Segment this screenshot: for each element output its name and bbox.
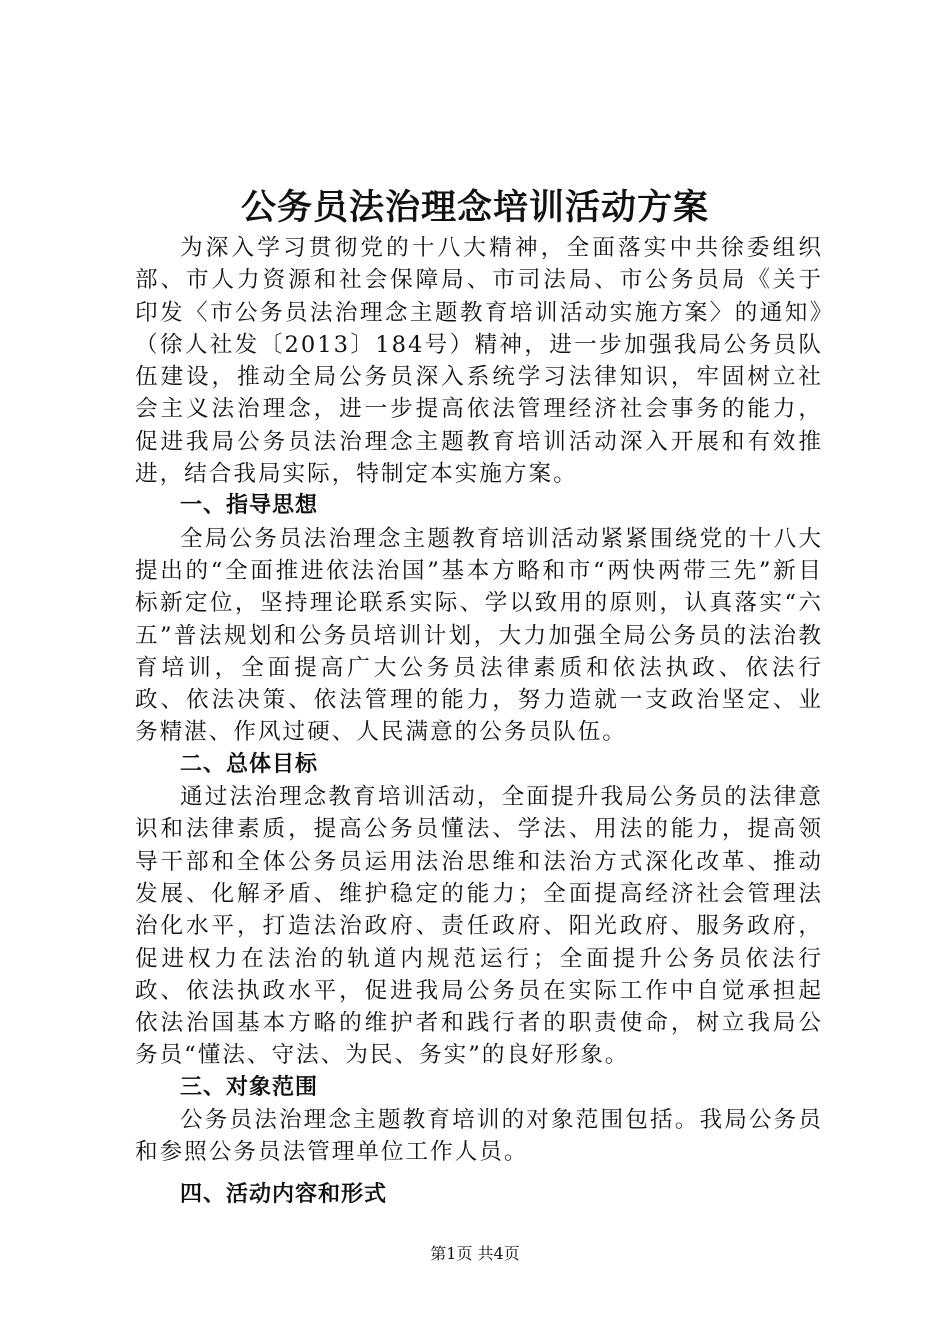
intro-paragraph: 为深入学习贯彻党的十八大精神，全面落实中共徐委组织部、市人力资源和社会保障局、市司法局、市公务员局《关于印发〈市公务员法治理念主题教育培训活动实施方案〉的通知》（徐人社发〔2013〕184号）精神，进一步加强我局公务员队伍建设，推动全局公务员深入系统学习法律知识，牢固树立社会主义法治理念，进一步提高依法管理经济社会事务的能力，促进我局公务员法治理念主题教育培训活动深入开展和有效推进，结合我局实际，特制定本实施方案。	[135, 235, 823, 488]
document-title: 公务员法治理念培训活动方案	[240, 188, 709, 228]
section-heading-guiding-ideology: 一、指导思想	[180, 493, 319, 519]
section-heading-content-and-form: 四、活动内容和形式	[180, 1181, 388, 1207]
section-paragraph-overall-goal: 通过法治理念教育培训活动，全面提升我局公务员的法律意识和法律素质，提高公务员懂法、学法、用法的能力，提高领导干部和全体公务员运用法治思维和法治方式深化改革、推动发展、化解矛盾、维护稳定的能力；全面提高经济社会管理法治化水平，打造法治政府、责任政府、阳光政府、服务政府，促进权力在法治的轨道内规范运行；全面提升公务员依法行政、依法执政水平，促进我局公务员在实际工作中自觉承担起依法治国基本方略的维护者和践行者的职责使命，树立我局公务员“懂法、守法、为民、务实”的良好形象。	[135, 784, 823, 1069]
section-heading-target-scope: 三、对象范围	[180, 1074, 319, 1100]
section-paragraph-target-scope: 公务员法治理念主题教育培训的对象范围包括。我局公务员和参照公务员法管理单位工作人员。	[135, 1107, 823, 1166]
document-body	[135, 232, 823, 1211]
section-heading-overall-goal: 二、总体目标	[180, 751, 319, 777]
section-paragraph-guiding-ideology: 全局公务员法治理念主题教育培训活动紧紧围绕党的十八大提出的“全面推进依法治国”基本方略和市“两快两带三先”新目标新定位，坚持理论联系实际、学以致用的原则，认真落实“六五”普法规划和公务员培训计划，大力加强全局公务员的法治教育培训，全面提高广大公务员法律素质和依法执政、依法行政、依法决策、依法管理的能力，努力造就一支政治坚定、业务精湛、作风过硬、人民满意的公务员队伍。	[135, 525, 823, 746]
page-footer: 第1页 共4页	[430, 1244, 520, 1263]
